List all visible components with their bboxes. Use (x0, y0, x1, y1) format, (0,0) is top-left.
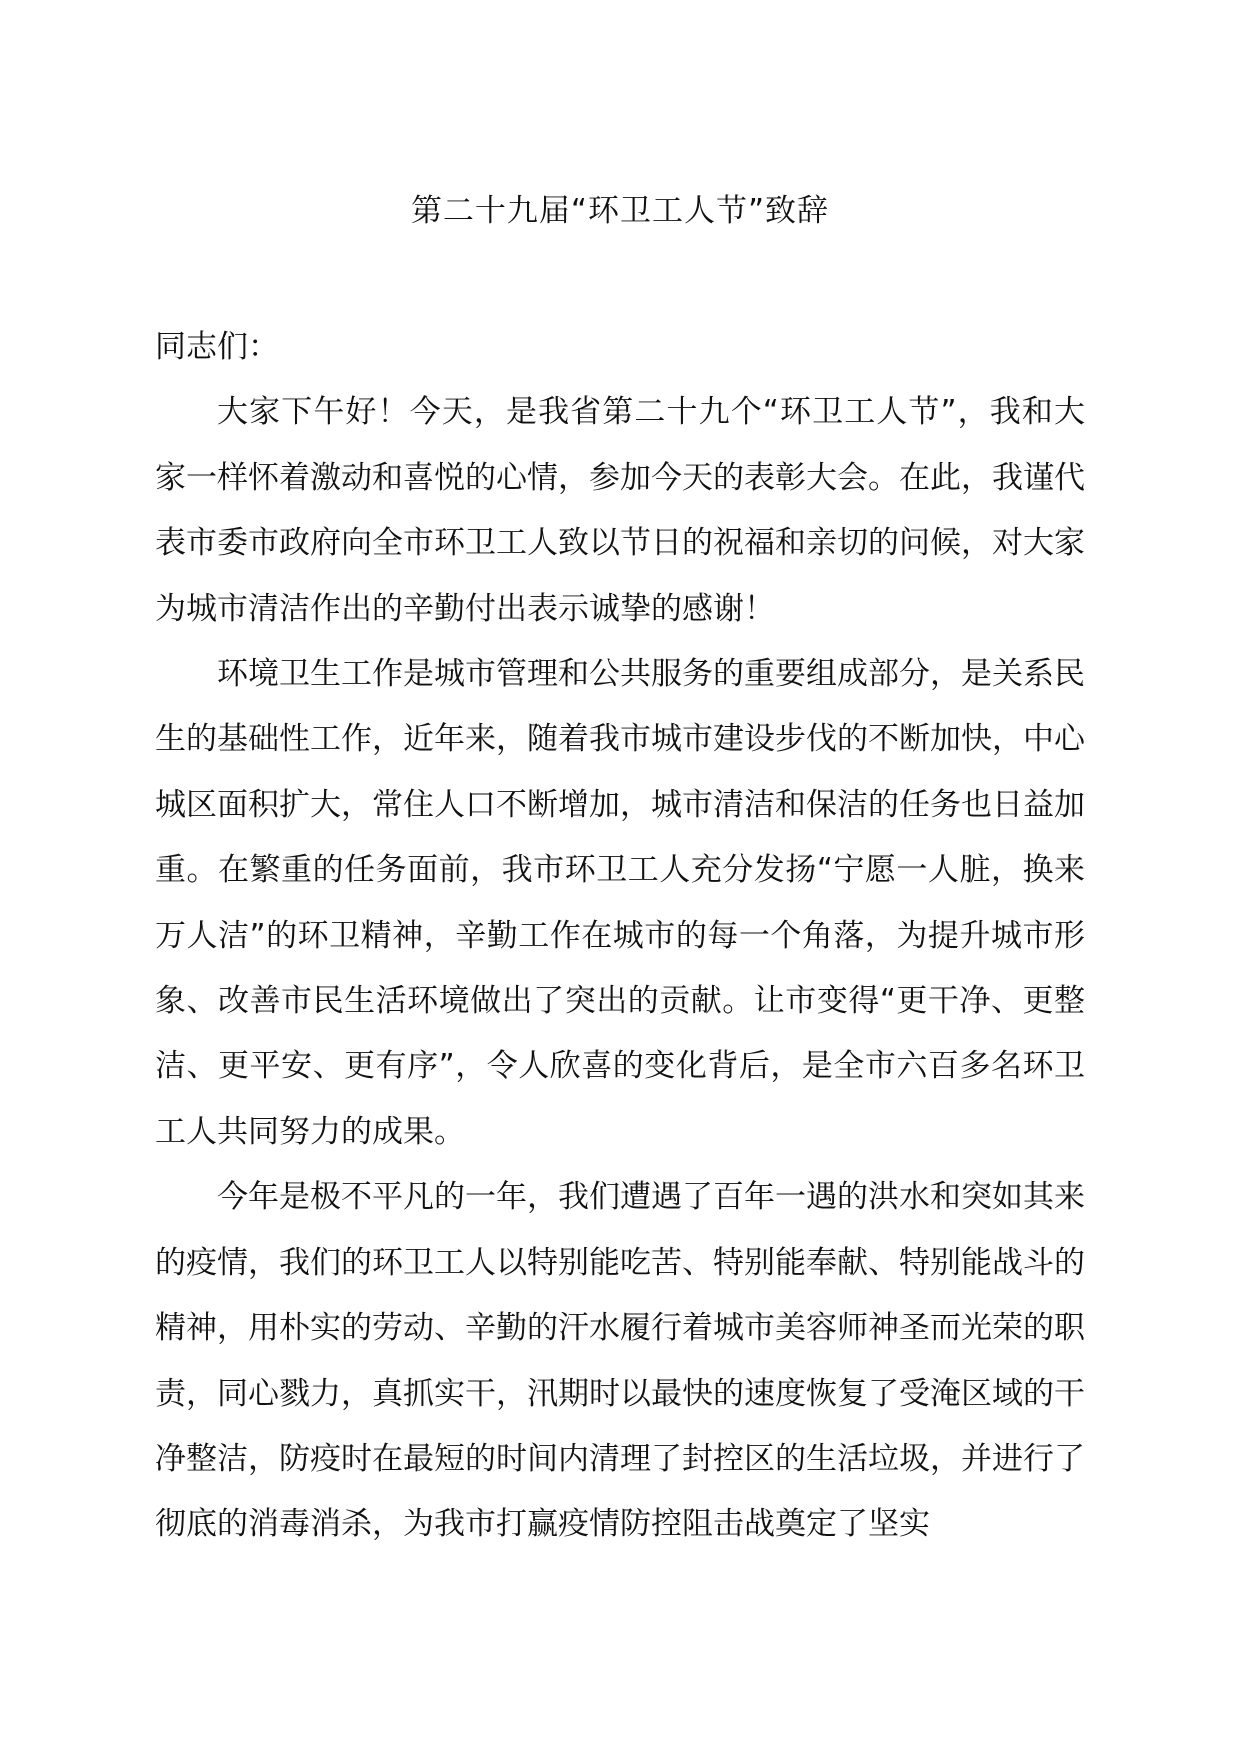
document-body (155, 315, 1085, 1558)
document-title: 第二十九届“环卫工人节”致辞 (410, 193, 830, 229)
paragraph-this-year: 今年是极不平凡的一年，我们遭遇了百年一遇的洪水和突如其来的疫情，我们的环卫工人以特别能吃苦、特别能奉献、特别能战斗的精神，用朴实的劳动、辛勤的汗水履行着城市美容师神圣而光荣的职责，同心戮力，真抓实干，汛期时以最快的速度恢复了受淹区域的干净整洁，防疫时在最短的时间内清理了封控区的生活垃圾，并进行了彻底的消毒消杀，为我市打赢疫情防控阻击战奠定了坚实 (155, 1179, 1085, 1543)
paragraph-sanitation-work: 环境卫生工作是城市管理和公共服务的重要组成部分，是关系民生的基础性工作，近年来，随着我市城市建设步伐的不断加快，中心城区面积扩大，常住人口不断增加，城市清洁和保洁的任务也日益加重。在繁重的任务面前，我市环卫工人充分发扬“宁愿一人脏，换来万人洁”的环卫精神，辛勤工作在城市的每一个角落，为提升城市形象、改善市民生活环境做出了突出的贡献。让市变得“更干净、更整洁、更平安、更有序”，令人欣喜的变化背后，是全市六百多名环卫工人共同努力的成果。 (155, 656, 1085, 1150)
paragraph-greeting: 大家下午好！今天，是我省第二十九个“环卫工人节”，我和大家一样怀着激动和喜悦的心情，参加今天的表彰大会。在此，我谨代表市委市政府向全市环卫工人致以节日的祝福和亲切的问候，对大家为城市清洁作出的辛勤付出表示诚挚的感谢！ (155, 394, 1085, 627)
salutation: 同志们： (155, 329, 279, 365)
